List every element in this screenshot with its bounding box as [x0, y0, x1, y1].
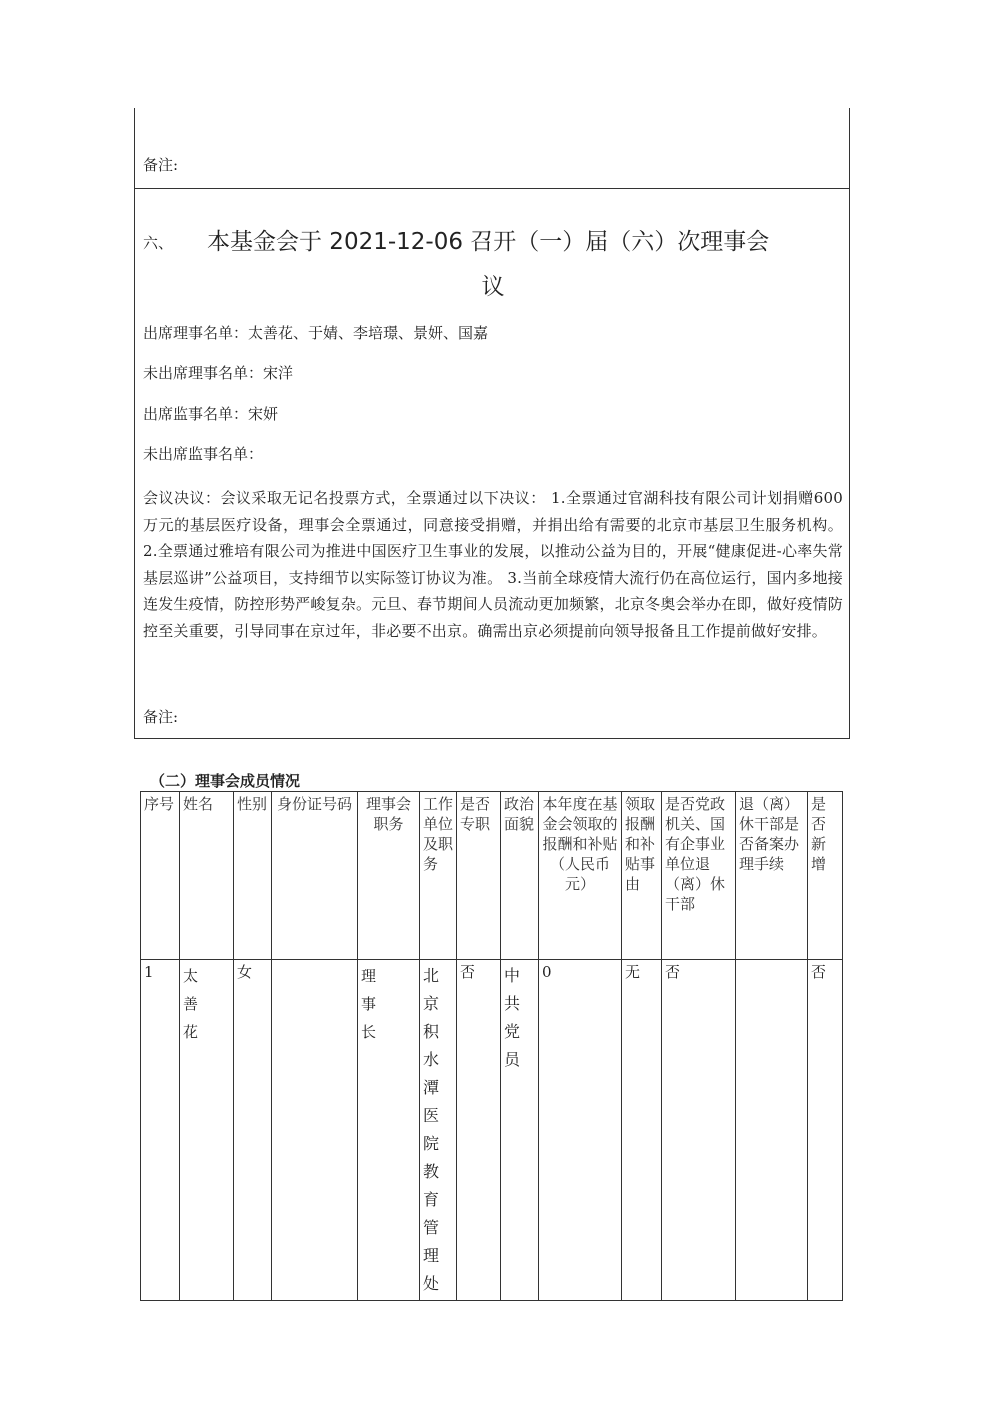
meeting-box [134, 108, 850, 739]
header-cell: 退（离）休干部是否备案办理手续 [736, 792, 808, 960]
member-new: 否 [808, 960, 843, 1301]
meeting-title-line2: 议 [481, 273, 505, 300]
members-section-title: （二）理事会成员情况 [150, 772, 301, 790]
absent-directors: 未出席理事名单：宋洋 [143, 364, 294, 382]
attending-directors: 出席理事名单：太善花、于婧、李培璟、景妍、国嘉 [143, 324, 489, 342]
header-cell: 是否新增 [808, 792, 843, 960]
member-political [501, 960, 539, 1301]
header-cell: 工作单位及职务 [420, 792, 457, 960]
member-fulltime: 否 [457, 960, 501, 1301]
meeting-resolution: 会议决议：会议采取无记名投票方式，全票通过以下决议： 1.全票通过官湖科技有限公司计划捐赠600万元的基层医疗设备，理事会全票通过，同意接受捐赠，并捐出给有需要的北京市基层卫生服务机构。 2.全票通过雅培有限公司为推进中国医疗卫生事业的发展，以推动公益为目的，开展“健康促进-心率失常基层巡讲”公益项目，支持细节以实际签订协议为准。 3.当前全球疫情大流行仍在高位运行，国内多地接连发生疫情，防控形势严峻复杂。元旦、春节期间人员流动更加频繁，北京冬奥会举办在即，做好疫情防控至关重要，引导同事在京过年，非必要不出京。确需出京必须提前向领导报备且工作提前做好安排。 [143, 489, 843, 640]
attending-supervisors: 出席监事名单：宋妍 [143, 405, 279, 423]
header-cell: 性别 [234, 792, 272, 960]
member-pay: 0 [539, 960, 622, 1301]
members-header-row [141, 792, 843, 960]
member-id [272, 960, 358, 1301]
header-cell: 政治面貌 [501, 792, 539, 960]
member-political-text: 中共党员 [504, 966, 521, 1069]
header-cell: 领取报酬和补贴事由 [622, 792, 662, 960]
header-cell: 理事会职务 [358, 792, 420, 960]
meeting-title-line1: 本基金会于 2021-12-06 召开（一）届（六）次理事会 [207, 229, 770, 255]
header-cell: 身份证号码 [272, 792, 358, 960]
box-divider [135, 188, 849, 189]
member-reason: 无 [622, 960, 662, 1301]
remarks-label-top: 备注: [143, 156, 179, 174]
header-cell: 本年度在基金会领取的报酬和补贴（人民币元） [539, 792, 622, 960]
meeting-number: 六、 [143, 233, 174, 252]
member-retired: 否 [662, 960, 736, 1301]
member-filing [736, 960, 808, 1301]
absent-supervisors: 未出席监事名单： [143, 445, 264, 463]
members-table [140, 791, 843, 1301]
header-cell: 是否专职 [457, 792, 501, 960]
remarks-label: 备注: [143, 708, 179, 726]
member-role: 理事长 [358, 960, 420, 1301]
member-work [420, 960, 457, 1301]
member-no: 1 [141, 960, 180, 1301]
header-cell: 序号 [141, 792, 180, 960]
table-row [141, 960, 843, 1301]
meeting-heading [143, 220, 843, 309]
member-name: 太善花 [180, 960, 234, 1301]
member-work-text: 北京积水潭医院教育管理处 [423, 966, 440, 1293]
header-cell: 是否党政机关、国有企事业单位退（离）休干部 [662, 792, 736, 960]
member-gender: 女 [234, 960, 272, 1301]
header-cell: 姓名 [180, 792, 234, 960]
